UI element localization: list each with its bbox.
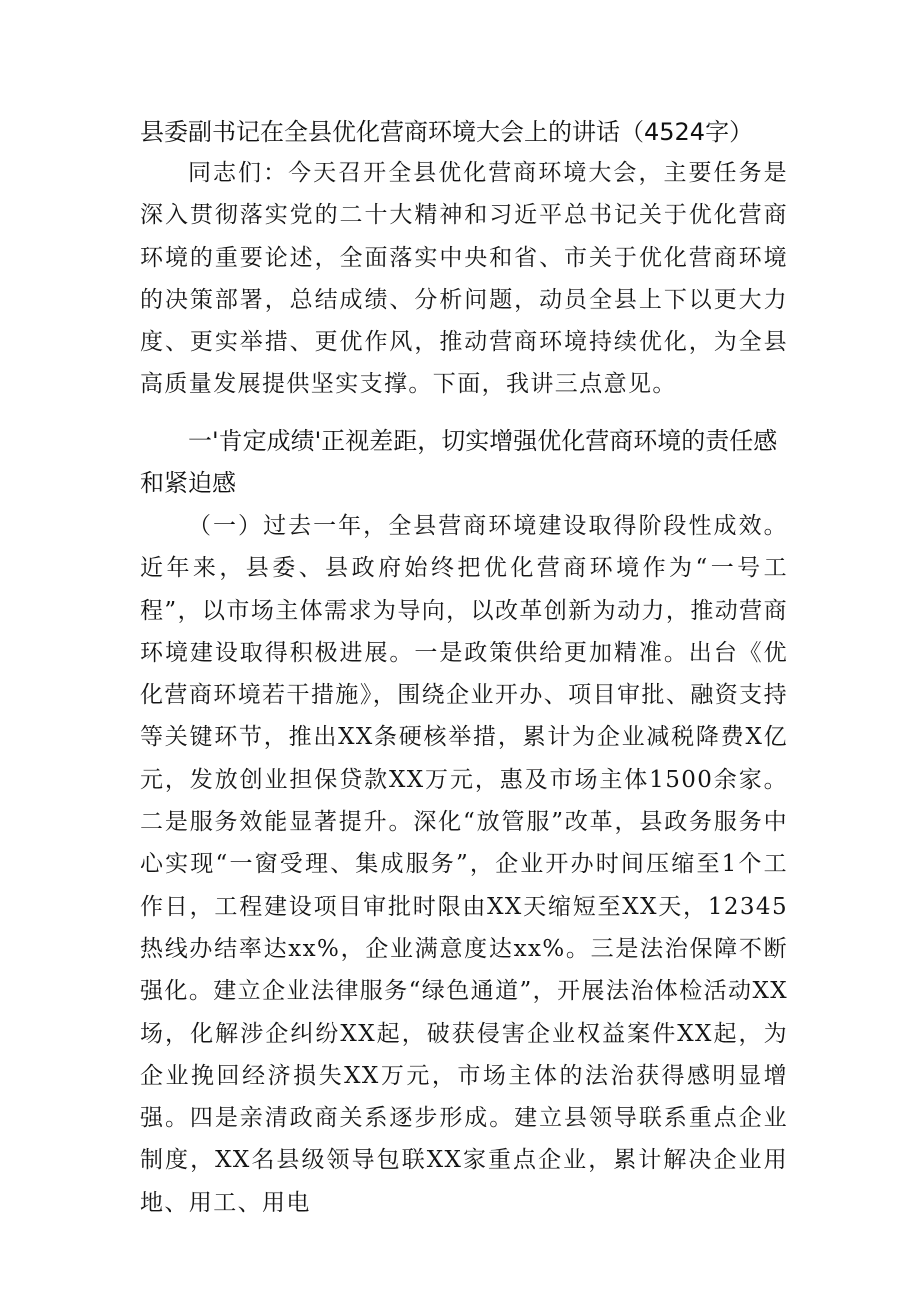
body-paragraph: （一）过去一年，全县营商环境建设取得阶段性成效。近年来，县委、县政府始终把优化营商环境作为“一号工程”，以市场主体需求为导向，以改革创新为动力，推动营商环境建设取得积极进展。一是政策供给更加精准。出台《优化营商环境若干措施》，围绕企业开办、项目审批、融资支持等关键环节，推出XX条硬核举措，累计为企业减税降费X亿元，发放创业担保贷款XX万元，惠及市场主体1500余家。二是服务效能显著提升。深化“放管服”改革，县政务服务中心实现“一窗受理、集成服务”，企业开办时间压缩至1个工作日，工程建设项目审批时限由XX天缩短至XX天，12345热线办结率达xx%，企业满意度达xx%。三是法治保障不断强化。建立企业法律服务“绿色通道”，开展法治体检活动XX场，化解涉企纠纷XX起，破获侵害企业权益案件XX起，为企业挽回经济损失XX万元，市场主体的法治获得感明显增强。四是亲清政商关系逐步形成。建立县领导联系重点企业制度，XX名县级领导包联XX家重点企业，累计解决企业用地、用工、用电 [140,513,788,1216]
opening-paragraph: 同志们：今天召开全县优化营商环境大会，主要任务是深入贯彻落实党的二十大精神和习近平总书记关于优化营商环境的重要论述，全面落实中央和省、市关于优化营商环境的决策部署，总结成绩、分析问题，动员全县上下以更大力度、更实举措、更优作风，推动营商环境持续优化，为全县高质量发展提供坚实支撑。下面，我讲三点意见。 [140,160,788,398]
section-heading: 一'肯定成绩'正视差距，切实增强优化营商环境的责任感和紧迫感 [140,427,778,497]
document-title: 县委副书记在全县优化营商环境大会上的讲话（4524字） [140,118,754,146]
